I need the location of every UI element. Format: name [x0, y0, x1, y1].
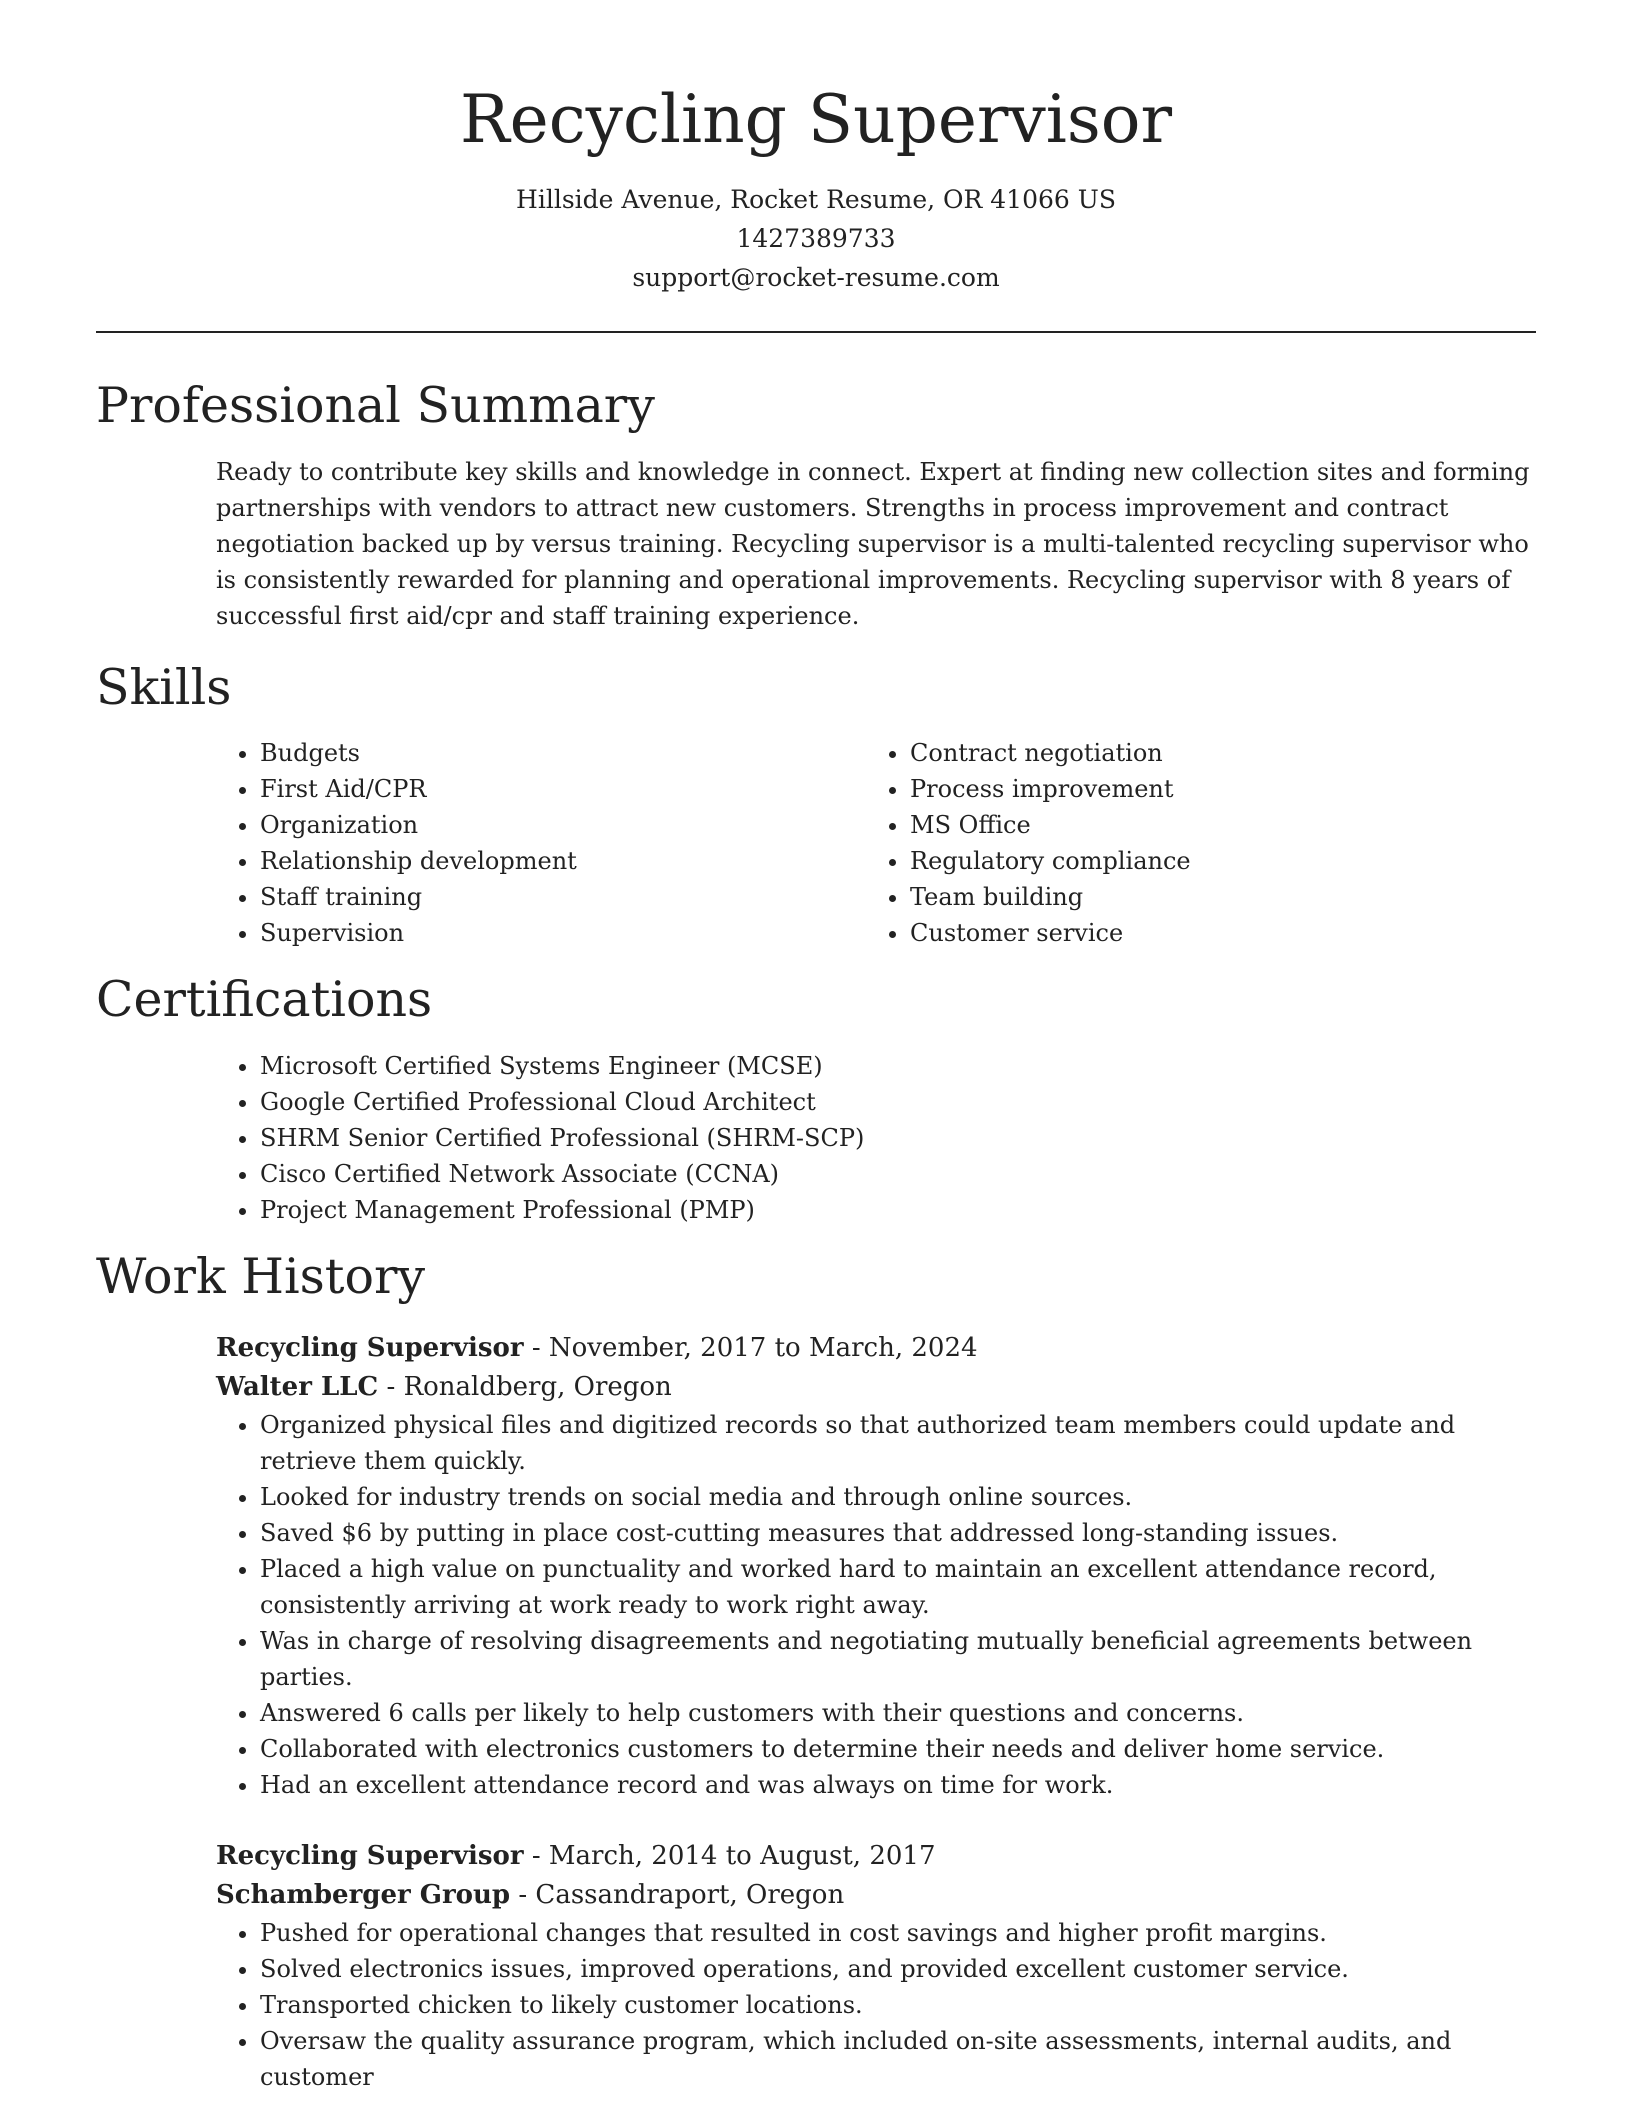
contact-email: support@rocket-resume.com [632, 262, 1000, 292]
job-duty: • Organized physical files and digitized records so that authorized team members could update and retrieve them quickly. [260, 1407, 1536, 1479]
summary-text: Ready to contribute key skills and knowledge in connect. Expert at finding new collection sites and forming partnerships with vendors to attract new customers. Strengths in process improvement and contract negotiation backed up by versus training. Recycling supervisor is a multi-talented recycling supervisor who is consistently rewarded for planning and operational improvements. Recycling supervisor with 8 years of successful first aid/cpr and staff training experience. [216, 457, 1530, 630]
job-duty: • Answered 6 calls per likely to help customers with their questions and concerns. [260, 1695, 1536, 1731]
skill-item: • MS Office [910, 807, 1516, 843]
skills-column-left [216, 735, 866, 951]
job-duty: • Had an excellent attendance record and was always on time for work. [260, 1767, 1536, 1803]
job-dates: November, 2017 to March, 2024 [548, 1333, 978, 1364]
header-divider [96, 331, 1536, 333]
summary-heading: Professional Summary [96, 376, 655, 434]
skill-item: • Relationship development [260, 843, 866, 879]
skill-item: • Staff training [260, 879, 866, 915]
certifications-list [216, 1048, 1536, 1228]
skill-item: • Supervision [260, 915, 866, 951]
separator: - [523, 1841, 549, 1872]
skills-heading: Skills [96, 658, 232, 716]
job-title-line [216, 1837, 1536, 1876]
candidate-name: Recycling Supervisor [459, 81, 1173, 158]
certification-item: • Google Certified Professional Cloud Architect [260, 1084, 1536, 1120]
job-duty: • Collaborated with electronics customers to determine their needs and deliver home service. [260, 1731, 1536, 1767]
skills-list-right [866, 735, 1516, 951]
skill-item: • Budgets [260, 735, 866, 771]
skill-item: • First Aid/CPR [260, 771, 866, 807]
work-history-heading: Work History [96, 1248, 426, 1306]
job-duty: • Oversaw the quality assurance program, which included on-site assessments, internal audits, and customer [260, 2023, 1536, 2095]
job-role: Recycling Supervisor [216, 1841, 524, 1872]
job-entry [216, 1837, 1536, 2095]
skill-item: • Organization [260, 807, 866, 843]
job-location: Ronaldberg, Oregon [403, 1372, 672, 1403]
certifications-heading: Certifications [96, 971, 433, 1029]
skill-item: • Customer service [910, 915, 1516, 951]
skill-item: • Contract negotiation [910, 735, 1516, 771]
job-entry [216, 1329, 1536, 1803]
contact-block [96, 180, 1536, 297]
job-company-line [216, 1368, 1536, 1407]
contact-address: Hillside Avenue, Rocket Resume, OR 41066 US [516, 184, 1116, 214]
resume-header [96, 0, 1536, 297]
job-title-line [216, 1329, 1536, 1368]
job-duties-list [216, 1407, 1536, 1803]
resume-page [96, 0, 1536, 2095]
job-duty: • Looked for industry trends on social media and through online sources. [260, 1479, 1536, 1515]
job-duty: • Was in charge of resolving disagreements and negotiating mutually beneficial agreements between parties. [260, 1623, 1536, 1695]
job-company-line [216, 1876, 1536, 1915]
skills-grid [216, 735, 1536, 951]
job-duties-list [216, 1915, 1536, 2095]
skill-item: • Process improvement [910, 771, 1516, 807]
job-duty: • Saved $6 by putting in place cost-cutting measures that addressed long-standing issues. [260, 1515, 1536, 1551]
job-duty: • Transported chicken to likely customer locations. [260, 1987, 1536, 2023]
job-duty: • Placed a high value on punctuality and worked hard to maintain an excellent attendance record, consistently arriving at work ready to work right away. [260, 1551, 1536, 1623]
separator: - [378, 1372, 404, 1403]
skill-item: • Regulatory compliance [910, 843, 1516, 879]
certifications-block [216, 1048, 1536, 1228]
job-company: Schamberger Group [216, 1880, 511, 1911]
contact-phone: 1427389733 [736, 223, 896, 253]
skill-item: • Team building [910, 879, 1516, 915]
job-duty: • Pushed for operational changes that resulted in cost savings and higher profit margins. [260, 1915, 1536, 1951]
separator: - [523, 1333, 549, 1364]
job-dates: March, 2014 to August, 2017 [548, 1841, 936, 1872]
job-role: Recycling Supervisor [216, 1333, 524, 1364]
job-company: Walter LLC [216, 1372, 379, 1403]
job-duty: • Solved electronics issues, improved operations, and provided excellent customer service. [260, 1951, 1536, 1987]
separator: - [510, 1880, 536, 1911]
certification-item: • Cisco Certified Network Associate (CCNA) [260, 1156, 1536, 1192]
skills-list-left [216, 735, 866, 951]
job-location: Cassandraport, Oregon [535, 1880, 845, 1911]
skills-column-right [866, 735, 1516, 951]
certification-item: • Project Management Professional (PMP) [260, 1192, 1536, 1228]
certification-item: • SHRM Senior Certified Professional (SHRM-SCP) [260, 1120, 1536, 1156]
certification-item: • Microsoft Certified Systems Engineer (MCSE) [260, 1048, 1536, 1084]
